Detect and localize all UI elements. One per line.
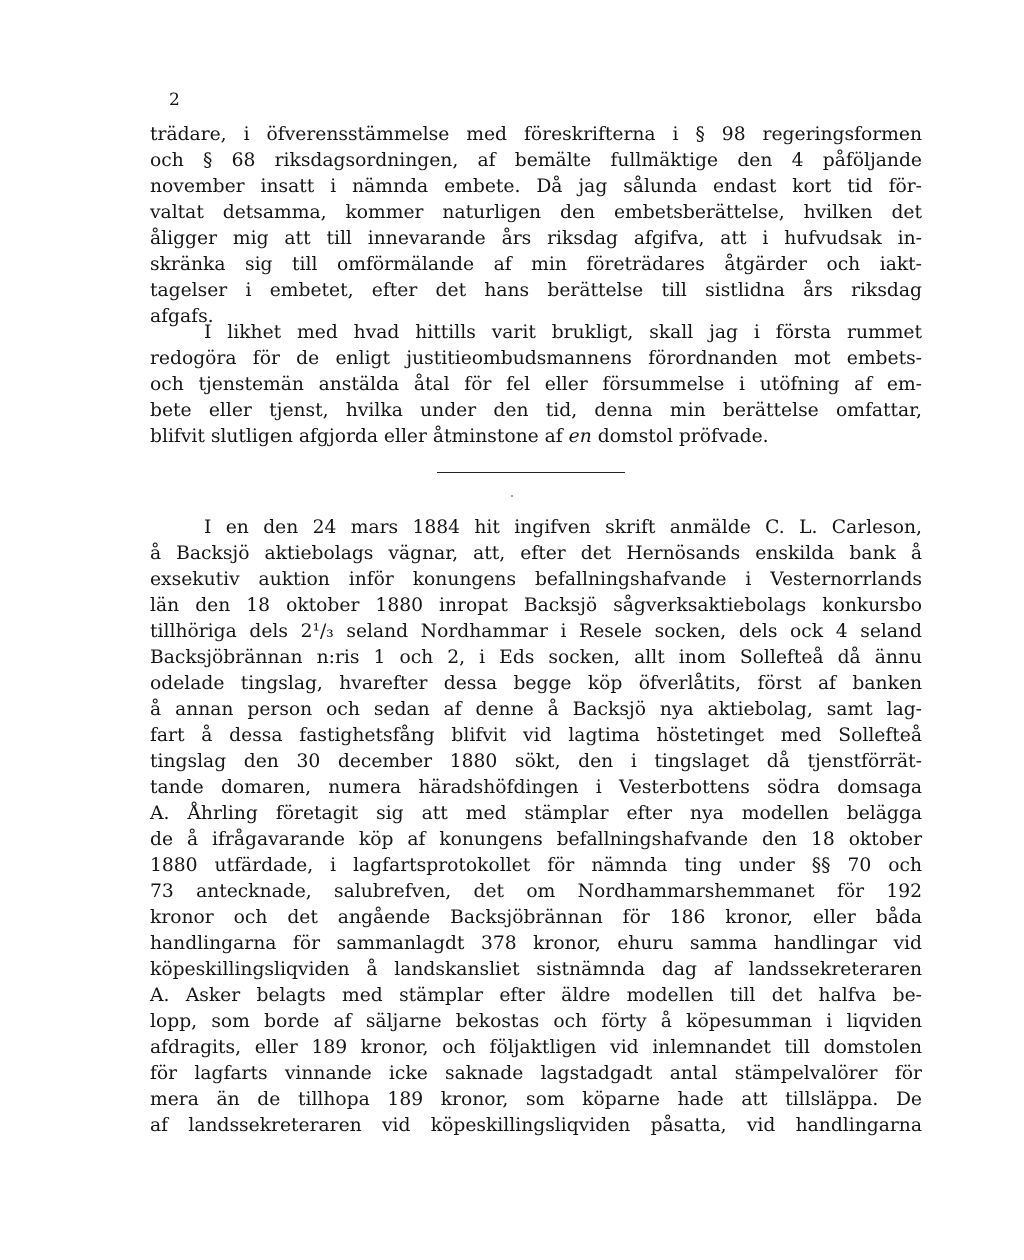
text-line: köpeskillingsliqviden å landskansliet sistnämnda dag af landssekreteraren bbox=[150, 959, 922, 980]
text-line: tande domaren, numera häradshöfdingen i Vesterbottens södra domsaga bbox=[150, 777, 922, 798]
text-line: trädare, i öfverensstämmelse med föreskrifterna i § 98 regeringsformen bbox=[150, 124, 922, 145]
text-line: I en den 24 mars 1884 hit ingifven skrift anmälde C. L. Carleson, bbox=[204, 517, 922, 538]
text-line: november insatt i nämnda embete. Då jag sålunda endast kort tid för- bbox=[150, 176, 922, 197]
text-line: A. Åhrling företagit sig att med stämplar efter nya modellen belägga bbox=[150, 803, 922, 824]
text-line: skränka sig till omförmälande af min företrädares åtgärder och iakt- bbox=[150, 254, 922, 275]
text-line: Backsjöbrännan n:ris 1 och 2, i Eds socken, allt inom Sollefteå då ännu bbox=[150, 647, 922, 668]
text-segment: domstol pröfvade. bbox=[591, 426, 769, 447]
text-line: af landssekreteraren vid köpeskillingsliqviden påsatta, vid handlingarna bbox=[150, 1115, 922, 1136]
print-speck bbox=[511, 495, 513, 497]
text-line: och tjenstemän anstälda åtal för fel eller försummelse i utöfning af em- bbox=[150, 374, 922, 395]
page-number: 2 bbox=[169, 90, 180, 110]
text-line bbox=[150, 424, 922, 449]
text-line: valtat detsamma, kommer naturligen den embetsberättelse, hvilken det bbox=[150, 202, 922, 223]
text-line: mera än de tillhopa 189 kronor, som köparne hade att tillsläppa. De bbox=[150, 1089, 922, 1110]
text-line: handlingarna för sammanlagdt 378 kronor, ehuru samma handlingar vid bbox=[150, 933, 922, 954]
text-line: för lagfarts vinnande icke saknade lagstadgadt antal stämpelvalörer för bbox=[150, 1063, 922, 1084]
text-line: kronor och det angående Backsjöbrännan för 186 kronor, eller båda bbox=[150, 907, 922, 928]
text-segment: blifvit slutligen afgjorda eller åtminstone af bbox=[150, 426, 569, 447]
text-line: de å ifrågavarande köp af konungens befallningshafvande den 18 oktober bbox=[150, 829, 922, 850]
text-line: 1880 utfärdade, i lagfartsprotokollet för nämnda ting under §§ 70 och bbox=[150, 855, 922, 876]
text-line: afgafs. bbox=[150, 306, 214, 327]
text-line: redogöra för de enligt justitieombudsmannens förordnanden mot embets- bbox=[150, 348, 922, 369]
section-separator bbox=[437, 472, 625, 473]
text-line: tagelser i embetet, efter det hans berättelse till sistlidna års riksdag bbox=[150, 280, 922, 301]
text-line: fart å dessa fastighetsfång blifvit vid lagtima höstetinget med Sollefteå bbox=[150, 725, 922, 746]
text-line: å annan person och sedan af denne å Backsjö nya aktiebolag, samt lag- bbox=[150, 699, 922, 720]
text-line: åligger mig att till innevarande års riksdag afgifva, att i hufvudsak in- bbox=[150, 228, 922, 249]
text-line: 73 antecknade, salubrefven, det om Nordhammarshemmanet för 192 bbox=[150, 881, 922, 902]
text-line: å Backsjö aktiebolags vägnar, att, efter det Hernösands enskilda bank å bbox=[150, 543, 922, 564]
emphasis-text: en bbox=[568, 426, 592, 447]
text-line: A. Asker belagts med stämplar efter äldre modellen till det halfva be- bbox=[150, 985, 922, 1006]
text-line: I likhet med hvad hittills varit brukligt, skall jag i första rummet bbox=[204, 322, 922, 343]
text-line: tillhöriga dels 2¹/₃ seland Nordhammar i Resele socken, dels ock 4 seland bbox=[150, 621, 922, 642]
text-line: tingslag den 30 december 1880 sökt, den i tingslaget då tjenstförrät- bbox=[150, 751, 922, 772]
text-line: bete eller tjenst, hvilka under den tid, denna min berättelse omfattar, bbox=[150, 400, 922, 421]
text-line: exsekutiv auktion inför konungens befallningshafvande i Vesternorrlands bbox=[150, 569, 922, 590]
text-line: odelade tingslag, hvarefter dessa begge köp öfverlåtits, först af banken bbox=[150, 673, 922, 694]
text-line: län den 18 oktober 1880 inropat Backsjö sågverksaktiebolags konkursbo bbox=[150, 595, 922, 616]
text-line: och § 68 riksdagsordningen, af bemälte fullmäktige den 4 påföljande bbox=[150, 150, 922, 171]
text-line: lopp, som borde af säljarne bekostas och förty å köpesumman i liqviden bbox=[150, 1011, 922, 1032]
text-line: afdragits, eller 189 kronor, och följaktligen vid inlemnandet till domstolen bbox=[150, 1037, 922, 1058]
